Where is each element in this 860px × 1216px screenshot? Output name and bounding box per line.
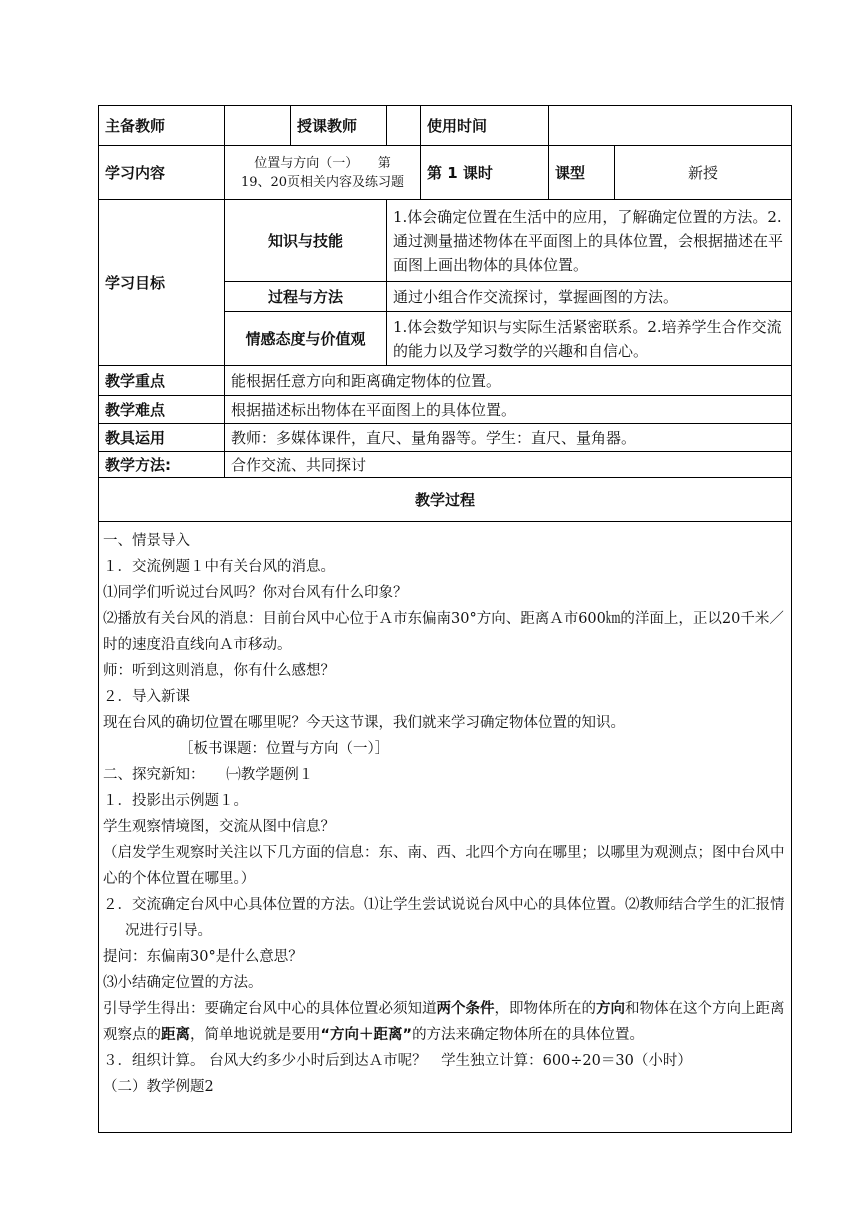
process-line: ⑴同学们听说过台风吗？你对台风有什么印象？: [103, 585, 408, 601]
teaching-teacher-value: [387, 106, 421, 146]
method-row: [99, 452, 792, 478]
tools-row: [99, 424, 792, 452]
process-body: [99, 522, 792, 1133]
difficulty-row: [99, 396, 792, 424]
header-row: [99, 106, 792, 146]
study-content-line2: 19、20页相关内容及练习题: [240, 174, 405, 190]
process-body-row: [99, 522, 792, 1133]
method-text: 合作交流、共同探讨: [225, 452, 792, 478]
knowledge-skill-text: 1.体会确定位置在生活中的应用，了解确定位置的方法。2.通过测量描述物体在平面图上的具体位置，会根据描述在平面图上画出物体的具体位置。: [387, 200, 792, 282]
summary-text: 引导学生得出：要确定台风中心的具体位置必须知道: [103, 1001, 437, 1017]
summary-bold-method: “方向＋距离”: [320, 1027, 413, 1043]
process-line: 二、探究新知： ㈠教学题例１: [103, 767, 314, 783]
key-point-row: [99, 366, 792, 396]
process-title-row: [99, 478, 792, 522]
summary-text: ，即物体所在的: [494, 1001, 596, 1017]
lesson-plan-table: [98, 105, 792, 1133]
use-time-label: 使用时间: [421, 106, 549, 146]
process-line: 学生观察情境图，交流从图中信息？: [103, 819, 335, 835]
process-line-summary: [103, 996, 787, 1048]
lesson-number: 第 1 课时: [421, 146, 549, 200]
tools-label: 教具运用: [99, 424, 225, 452]
process-line: 师：听到这则消息，你有什么感想？: [103, 663, 335, 679]
key-point-label: 教学重点: [99, 366, 225, 396]
study-content-value: [225, 146, 421, 200]
summary-bold-direction: 方向: [596, 1001, 625, 1017]
content-row: [99, 146, 792, 200]
summary-text: 和物体在这个方向上距离观察点的: [103, 1001, 785, 1043]
tools-text: 教师：多媒体课件，直尺、量角器等。学生：直尺、量角器。: [225, 424, 792, 452]
summary-bold-conditions: 两个条件: [436, 1001, 495, 1017]
process-line: ⑵播放有关台风的消息：目前台风中心位于Ａ市东偏南30°方向、距离Ａ市600㎞的洋面上，正以20千米／时的速度沿直线向Ａ市移动。: [103, 611, 784, 653]
lead-teacher-label: 主备教师: [99, 106, 225, 146]
emotion-value-text: 1.体会数学知识与实际生活紧密联系。2.培养学生合作交流的能力以及学习数学的兴趣和自信心。: [387, 312, 792, 366]
board-title-line: ［板书课题：位置与方向（一）］: [179, 741, 390, 757]
lesson-plan-page: [98, 105, 791, 1133]
process-line: （启发学生观察时关注以下几方面的信息：东、南、西、北四个方向在哪里；以哪里为观测点；图中台风中心的个体位置在哪里。）: [103, 845, 785, 887]
process-title: 教学过程: [99, 478, 792, 522]
process-line: １．投影出示例题１。: [103, 793, 248, 809]
objectives-label: 学习目标: [99, 200, 225, 366]
use-time-value: [549, 106, 792, 146]
key-point-text: 能根据任意方向和距离确定物体的位置。: [225, 366, 792, 396]
method-label: 教学方法:: [99, 452, 225, 478]
teaching-teacher-label: 授课教师: [291, 106, 387, 146]
study-content-label: 学习内容: [99, 146, 225, 200]
summary-bold-distance: 距离: [161, 1027, 190, 1043]
lesson-type-label: 课型: [549, 146, 615, 200]
process-line: 现在台风的确切位置在哪里呢？今天这节课，我们就来学习确定物体位置的知识。: [103, 715, 625, 731]
objective-knowledge-row: [99, 200, 792, 282]
process-line: ⑶小结确定位置的方法。: [103, 975, 263, 991]
process-line: １．交流例题１中有关台风的消息。: [103, 559, 335, 575]
process-method-text: 通过小组合作交流探讨，掌握画图的方法。: [387, 282, 792, 312]
process-line: ２．导入新课: [103, 689, 190, 705]
knowledge-skill-label: 知识与技能: [225, 200, 387, 282]
process-line: 提问：东偏南30°是什么意思？: [103, 949, 303, 965]
difficulty-text: 根据描述标出物体在平面图上的具体位置。: [225, 396, 792, 424]
lesson-type-value: 新授: [615, 146, 792, 200]
process-method-label: 过程与方法: [225, 282, 387, 312]
difficulty-label: 教学难点: [99, 396, 225, 424]
process-line: 一、情景导入: [103, 533, 190, 549]
process-line: （二）教学例题2: [103, 1079, 214, 1095]
lead-teacher-value: [225, 106, 291, 146]
study-content-line1: 位置与方向（一） 第: [254, 155, 391, 171]
summary-text: 的方法来确定物体所在的具体位置。: [412, 1027, 645, 1043]
process-line: ３．组织计算。 台风大约多少小时后到达Ａ市呢？ 学生独立计算：600÷20＝30（小时）: [103, 1053, 692, 1069]
process-line: ２．交流确定台风中心具体位置的方法。⑴让学生尝试说说台风中心的具体位置。⑵教师结合学生的汇报情况进行引导。: [103, 897, 785, 939]
summary-text: ，简单地说就是要用: [190, 1027, 321, 1043]
emotion-value-label: 情感态度与价值观: [225, 312, 387, 366]
